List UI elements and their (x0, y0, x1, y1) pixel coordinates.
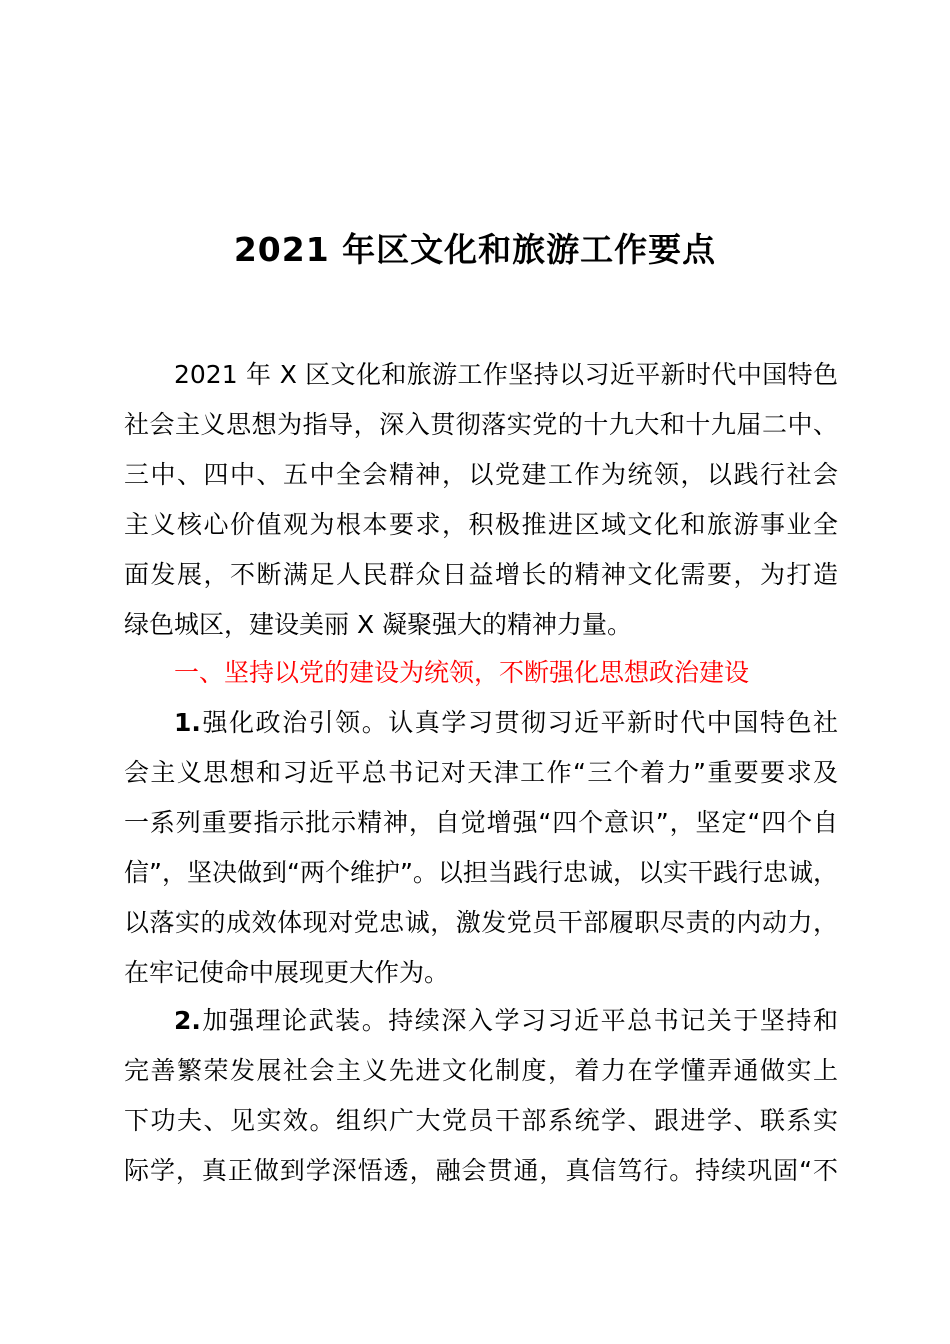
item-line: 会主义思想和习近平总书记对天津工作“三个着力”重要要求及 (124, 758, 838, 787)
intro-line: 社会主义思想为指导，深入贯彻落实党的十九大和十九届二中、 (124, 410, 838, 439)
item-number: 1. (174, 708, 201, 737)
item-number: 2. (174, 1006, 201, 1035)
intro-line: 面发展，不断满足人民群众日益增长的精神文化需要，为打造 (124, 560, 838, 589)
item-line: 一系列重要指示批示精神，自觉增强“四个意识”，坚定“四个自 (124, 808, 838, 837)
item-1-paragraph (124, 698, 838, 998)
intro-line: 三中、四中、五中全会精神，以党建工作为统领，以践行社会 (124, 460, 838, 489)
item-line: 际学，真正做到学深悟透，融会贯通，真信笃行。持续巩固“不 (124, 1156, 838, 1185)
intro-line: 绿色城区，建设美丽 X 凝聚强大的精神力量。 (124, 610, 633, 639)
item-text: 加强理论武装。持续深入学习习近平总书记关于坚持和 (200, 1006, 838, 1035)
intro-line: 主义核心价值观为根本要求，积极推进区域文化和旅游事业全 (124, 510, 838, 539)
intro-line: 2021 年 X 区文化和旅游工作坚持以习近平新时代中国特色 (174, 360, 838, 389)
item-1-first-line (124, 698, 838, 748)
intro-paragraph (124, 350, 838, 650)
item-text: 强化政治引领。认真学习贯彻习近平新时代中国特色社 (200, 708, 838, 737)
document-title: 2021 年区文化和旅游工作要点 (233, 230, 717, 269)
item-line: 完善繁荣发展社会主义先进文化制度，着力在学懂弄通做实上 (124, 1056, 838, 1085)
item-line: 以落实的成效体现对党忠诚，激发党员干部履职尽责的内动力， (124, 908, 838, 937)
item-line: 下功夫、见实效。组织广大党员干部系统学、跟进学、联系实 (124, 1106, 838, 1135)
item-2-first-line (124, 996, 838, 1046)
item-line: 在牢记使命中展现更大作为。 (124, 958, 450, 987)
item-2-paragraph (124, 996, 838, 1196)
item-line: 信”，坚决做到“两个维护”。以担当践行忠诚，以实干践行忠诚， (124, 858, 838, 887)
section-heading-text: 一、坚持以党的建设为统领，不断强化思想政治建设 (174, 658, 750, 687)
section-heading-1 (124, 648, 838, 698)
